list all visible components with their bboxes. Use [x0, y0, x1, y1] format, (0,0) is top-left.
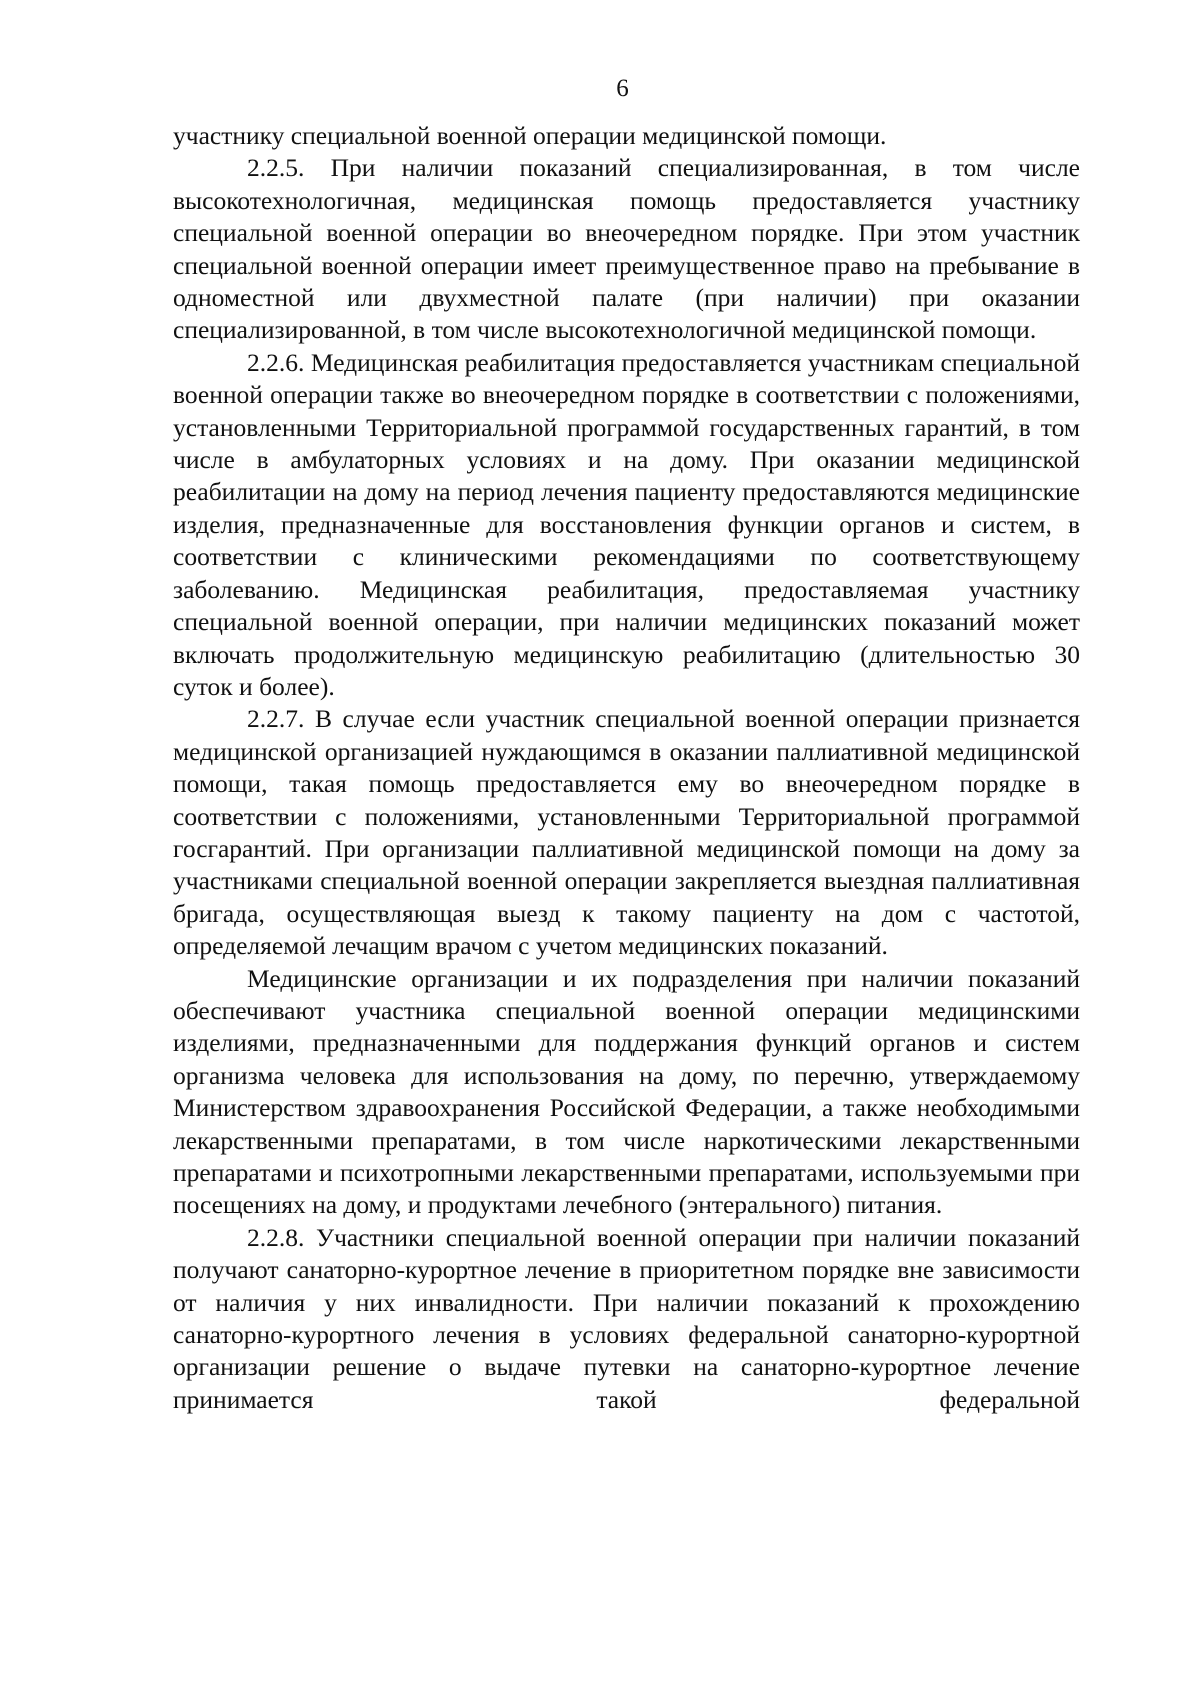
paragraph-2-2-5: 2.2.5. При наличии показаний специализированная, в том числе высокотехнологичная, медицинская помощь предоставляется участнику специальной военной операции во внеочередном порядке. При этом участник специальной военной операции имеет преимущественное право на пребывание в одноместной или двухместной палате (при наличии) при оказании специализированной, в том числе высокотехнологичной медицинской помощи. [173, 153, 1080, 345]
paragraph-2-2-8: 2.2.8. Участники специальной военной операции при наличии показаний получают санаторно-курортное лечение в приоритетном порядке вне зависимости от наличия у них инвалидности. При наличии показаний к прохождению санаторно-курортного лечения в условиях федеральной санаторно-курортной организации решение о выдаче путевки на санаторно-курортное лечение принимается такой федеральной [173, 1222, 1080, 1414]
paragraph-medical-organizations: Медицинские организации и их подразделения при наличии показаний обеспечивают участника специальной военной операции медицинскими изделиями, предназначенными для поддержания функций органов и систем организма человека для использования на дому, по перечню, утверждаемому Министерством здравоохранения Российской Федерации, а также необходимыми лекарственными препаратами, в том числе наркотическими лекарственными препаратами и психотропными лекарственными препаратами, используемыми при посещениях на дому, и продуктами лечебного (энтерального) питания. [173, 963, 1080, 1220]
paragraph-continuation: участнику специальной военной операции медицинской помощи. [173, 121, 887, 150]
paragraph-2-2-6: 2.2.6. Медицинская реабилитация предоставляется участникам специальной военной операции также во внеочередном порядке в соответствии с положениями, установленными Территориальной программой государственных гарантий, в том числе в амбулаторных условиях и на дому. При оказании медицинской реабилитации на дому на период лечения пациенту предоставляются медицинские изделия, предназначенные для восстановления функции органов и систем, в соответствии с клиническими рекомендациями по соответствующему заболеванию. Медицинская реабилитация, предоставляемая участнику специальной военной операции, при наличии медицинских показаний может включать продолжительную медицинскую реабилитацию (длительностью 30 суток и более). [173, 347, 1080, 701]
document-body [173, 120, 1080, 1416]
paragraph-2-2-7: 2.2.7. В случае если участник специальной военной операции признается медицинской организацией нуждающимся в оказании паллиативной медицинской помощи, такая помощь предоставляется ему во внеочередном порядке в соответствии с положениями, установленными Территориальной программой госгарантий. При организации паллиативной медицинской помощи на дому за участниками специальной военной операции закрепляется выездная паллиативная бригада, осуществляющая выезд к такому пациенту на дом с частотой, определяемой лечащим врачом с учетом медицинских показаний. [173, 704, 1080, 961]
page-number: 6 [616, 75, 629, 102]
